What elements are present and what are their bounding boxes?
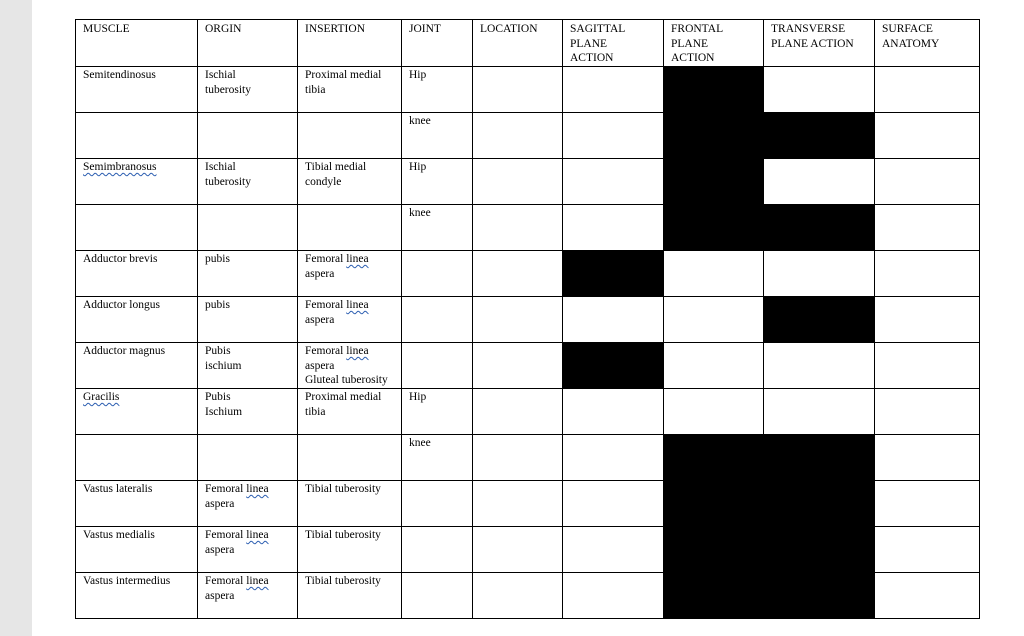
cell-joint[interactable]: knee xyxy=(402,435,473,481)
cell-joint[interactable] xyxy=(402,297,473,343)
cell-location[interactable] xyxy=(473,389,563,435)
cell-location[interactable] xyxy=(473,159,563,205)
cell-insertion[interactable]: Proximal medial tibia xyxy=(298,389,402,435)
cell-joint[interactable]: Hip xyxy=(402,67,473,113)
cell-insertion[interactable]: Femoral linea aspera Gluteal tuberosity xyxy=(298,343,402,389)
cell-muscle[interactable]: Semimbranosus xyxy=(76,159,198,205)
cell-sagittal-plane-action[interactable] xyxy=(563,527,664,573)
table-row xyxy=(76,205,980,251)
cell-origin[interactable] xyxy=(198,435,298,481)
cell-sagittal-plane-action[interactable] xyxy=(563,389,664,435)
cell-surface-anatomy[interactable] xyxy=(875,159,980,205)
cell-surface-anatomy[interactable] xyxy=(875,573,980,619)
table-row xyxy=(76,389,980,435)
cell-origin[interactable]: Femoral linea aspera xyxy=(198,481,298,527)
cell-insertion[interactable]: Tibial tuberosity xyxy=(298,573,402,619)
cell-surface-anatomy[interactable] xyxy=(875,389,980,435)
cell-sagittal-plane-action[interactable] xyxy=(563,573,664,619)
cell-insertion[interactable]: Femoral linea aspera xyxy=(298,251,402,297)
cell-location[interactable] xyxy=(473,205,563,251)
cell-muscle[interactable]: Adductor magnus xyxy=(76,343,198,389)
cell-insertion[interactable] xyxy=(298,435,402,481)
cell-joint[interactable]: knee xyxy=(402,205,473,251)
window-left-gutter xyxy=(0,0,33,636)
cell-frontal-plane-action[interactable] xyxy=(664,343,764,389)
header-transverse-plane-action[interactable]: TRANSVERSE PLANE ACTION xyxy=(764,20,875,67)
cell-origin[interactable] xyxy=(198,113,298,159)
cell-joint[interactable] xyxy=(402,573,473,619)
table-row xyxy=(76,67,980,113)
cell-origin[interactable] xyxy=(198,205,298,251)
header-surface-anatomy[interactable]: SURFACE ANATOMY xyxy=(875,20,980,67)
cell-insertion[interactable]: Proximal medial tibia xyxy=(298,67,402,113)
cell-transverse-plane-action[interactable] xyxy=(764,67,875,113)
cell-muscle[interactable]: Adductor longus xyxy=(76,297,198,343)
cell-joint[interactable]: Hip xyxy=(402,389,473,435)
cell-location[interactable] xyxy=(473,573,563,619)
cell-insertion[interactable]: Tibial tuberosity xyxy=(298,481,402,527)
cell-frontal-plane-action-filled[interactable] xyxy=(664,481,764,527)
cell-muscle[interactable]: Adductor brevis xyxy=(76,251,198,297)
cell-sagittal-plane-action-filled[interactable] xyxy=(563,251,664,297)
table-row xyxy=(76,343,980,389)
header-muscle[interactable]: MUSCLE xyxy=(76,20,198,67)
cell-muscle[interactable] xyxy=(76,435,198,481)
table-row xyxy=(76,113,980,159)
cell-surface-anatomy[interactable] xyxy=(875,251,980,297)
cell-location[interactable] xyxy=(473,343,563,389)
cell-joint[interactable] xyxy=(402,481,473,527)
cell-sagittal-plane-action[interactable] xyxy=(563,435,664,481)
cell-joint[interactable]: knee xyxy=(402,113,473,159)
cell-sagittal-plane-action[interactable] xyxy=(563,481,664,527)
cell-origin[interactable]: Pubis Ischium xyxy=(198,389,298,435)
cell-transverse-plane-action-filled[interactable] xyxy=(764,573,875,619)
cell-origin[interactable]: Ischial tuberosity xyxy=(198,67,298,113)
cell-location[interactable] xyxy=(473,113,563,159)
cell-origin[interactable]: Pubis ischium xyxy=(198,343,298,389)
cell-frontal-plane-action-filled[interactable] xyxy=(664,113,764,159)
cell-insertion[interactable]: Femoral linea aspera xyxy=(298,297,402,343)
cell-insertion[interactable] xyxy=(298,205,402,251)
cell-location[interactable] xyxy=(473,481,563,527)
cell-sagittal-plane-action-filled[interactable] xyxy=(563,343,664,389)
cell-joint[interactable] xyxy=(402,251,473,297)
cell-frontal-plane-action-filled[interactable] xyxy=(664,573,764,619)
cell-location[interactable] xyxy=(473,527,563,573)
cell-transverse-plane-action-filled[interactable] xyxy=(764,435,875,481)
header-joint[interactable]: JOINT xyxy=(402,20,473,67)
cell-transverse-plane-action-filled[interactable] xyxy=(764,113,875,159)
cell-origin[interactable]: Ischial tuberosity xyxy=(198,159,298,205)
cell-frontal-plane-action[interactable] xyxy=(664,297,764,343)
table-row xyxy=(76,159,980,205)
header-origin[interactable]: ORGIN xyxy=(198,20,298,67)
cell-surface-anatomy[interactable] xyxy=(875,205,980,251)
cell-surface-anatomy[interactable] xyxy=(875,343,980,389)
cell-frontal-plane-action-filled[interactable] xyxy=(664,527,764,573)
cell-transverse-plane-action[interactable] xyxy=(764,343,875,389)
cell-location[interactable] xyxy=(473,435,563,481)
cell-transverse-plane-action-filled[interactable] xyxy=(764,205,875,251)
cell-transverse-plane-action[interactable] xyxy=(764,159,875,205)
cell-muscle[interactable] xyxy=(76,113,198,159)
cell-frontal-plane-action[interactable] xyxy=(664,251,764,297)
cell-surface-anatomy[interactable] xyxy=(875,297,980,343)
cell-insertion[interactable]: Tibial tuberosity xyxy=(298,527,402,573)
cell-muscle[interactable] xyxy=(76,205,198,251)
cell-transverse-plane-action[interactable] xyxy=(764,389,875,435)
cell-joint[interactable]: Hip xyxy=(402,159,473,205)
header-frontal-plane-action[interactable]: FRONTAL PLANE ACTION xyxy=(664,20,764,67)
cell-insertion[interactable]: Tibial medial condyle xyxy=(298,159,402,205)
cell-frontal-plane-action-filled[interactable] xyxy=(664,67,764,113)
cell-muscle[interactable]: Vastus lateralis xyxy=(76,481,198,527)
muscle-table xyxy=(75,19,980,619)
cell-muscle[interactable]: Vastus intermedius xyxy=(76,573,198,619)
cell-sagittal-plane-action[interactable] xyxy=(563,205,664,251)
cell-transverse-plane-action-filled[interactable] xyxy=(764,481,875,527)
cell-transverse-plane-action[interactable] xyxy=(764,251,875,297)
cell-surface-anatomy[interactable] xyxy=(875,527,980,573)
table-row xyxy=(76,251,980,297)
cell-transverse-plane-action-filled[interactable] xyxy=(764,527,875,573)
table-row xyxy=(76,527,980,573)
table-row xyxy=(76,297,980,343)
cell-origin[interactable]: pubis xyxy=(198,297,298,343)
cell-origin[interactable]: Femoral linea aspera xyxy=(198,573,298,619)
cell-location[interactable] xyxy=(473,297,563,343)
cell-muscle[interactable]: Vastus medialis xyxy=(76,527,198,573)
header-sagittal-plane-action[interactable]: SAGITTAL PLANE ACTION xyxy=(563,20,664,67)
cell-surface-anatomy[interactable] xyxy=(875,67,980,113)
cell-muscle[interactable]: Gracilis xyxy=(76,389,198,435)
cell-frontal-plane-action-filled[interactable] xyxy=(664,435,764,481)
cell-surface-anatomy[interactable] xyxy=(875,113,980,159)
cell-sagittal-plane-action[interactable] xyxy=(563,67,664,113)
cell-surface-anatomy[interactable] xyxy=(875,481,980,527)
cell-surface-anatomy[interactable] xyxy=(875,435,980,481)
cell-muscle[interactable]: Semitendinosus xyxy=(76,67,198,113)
cell-frontal-plane-action[interactable] xyxy=(664,389,764,435)
table-row xyxy=(76,435,980,481)
cell-location[interactable] xyxy=(473,67,563,113)
cell-origin[interactable]: Femoral linea aspera xyxy=(198,527,298,573)
header-row xyxy=(76,20,980,67)
cell-sagittal-plane-action[interactable] xyxy=(563,113,664,159)
cell-frontal-plane-action-filled[interactable] xyxy=(664,159,764,205)
header-location[interactable]: LOCATION xyxy=(473,20,563,67)
cell-frontal-plane-action-filled[interactable] xyxy=(664,205,764,251)
header-insertion[interactable]: INSERTION xyxy=(298,20,402,67)
table-body xyxy=(76,67,980,619)
cell-sagittal-plane-action[interactable] xyxy=(563,159,664,205)
cell-sagittal-plane-action[interactable] xyxy=(563,297,664,343)
cell-joint[interactable] xyxy=(402,343,473,389)
cell-joint[interactable] xyxy=(402,527,473,573)
cell-origin[interactable]: pubis xyxy=(198,251,298,297)
table-row xyxy=(76,573,980,619)
table-row xyxy=(76,481,980,527)
cell-transverse-plane-action-filled[interactable] xyxy=(764,297,875,343)
cell-insertion[interactable] xyxy=(298,113,402,159)
cell-location[interactable] xyxy=(473,251,563,297)
